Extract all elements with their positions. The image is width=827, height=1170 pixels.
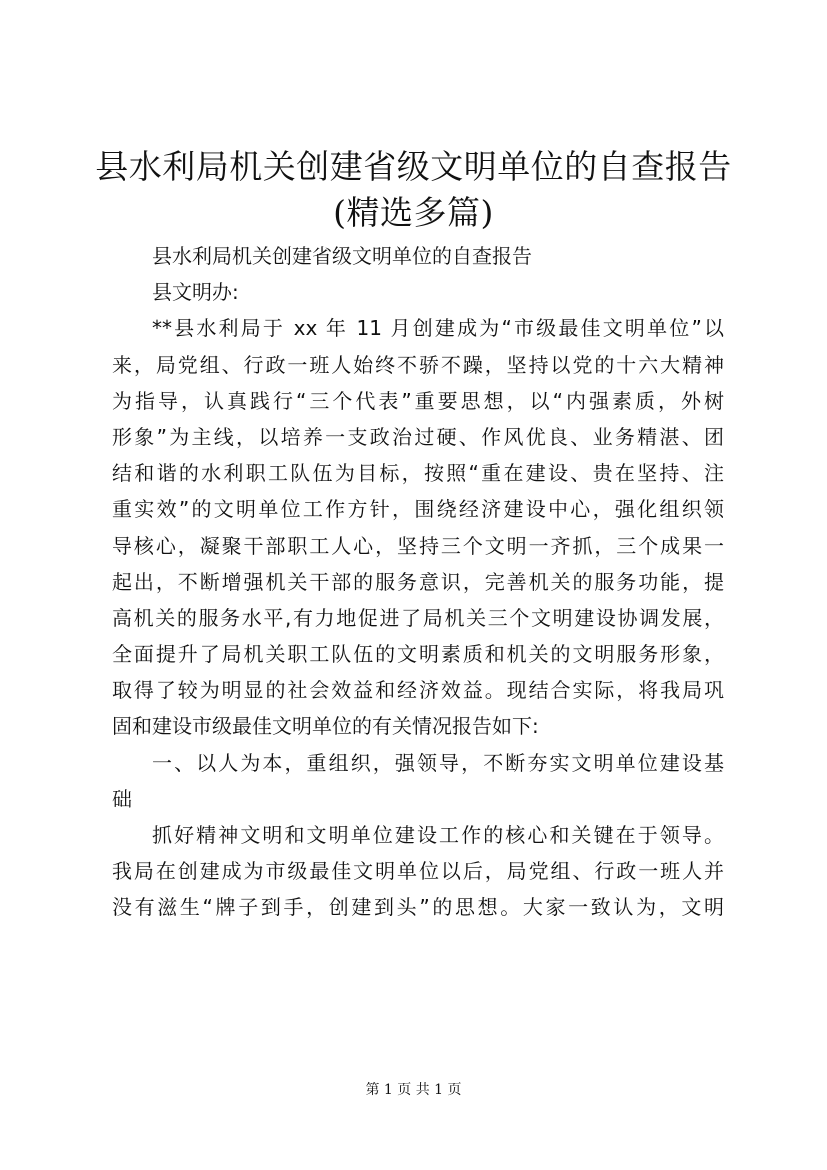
body-line: 导核心，凝聚干部职工人心，坚持三个文明一齐抓，三个成果一 [112, 533, 724, 558]
body-line: 固和建设市级最佳文明单位的有关情况报告如下: [112, 714, 539, 739]
body-line: 全面提升了局机关职工队伍的文明素质和机关的文明服务形象， [112, 642, 724, 667]
body-line: 为指导，认真践行“三个代表”重要思想，以“内强素质，外树 [112, 388, 724, 413]
document-title-line1: 县水利局机关创建省级文明单位的自查报告 [95, 147, 732, 186]
body-line: 取得了较为明显的社会效益和经济效益。现结合实际，将我局巩 [112, 678, 724, 703]
document-title-line2: (精选多篇) [333, 193, 494, 232]
body-line: 县文明办: [152, 280, 239, 305]
body-line: 起出，不断增强机关干部的服务意识，完善机关的服务功能，提 [112, 569, 724, 594]
body-line: **县水利局于 xx 年 11 月创建成为“市级最佳文明单位”以 [152, 316, 724, 341]
body-line: 重实效”的文明单位工作方针，围绕经济建设中心，强化组织领 [112, 497, 724, 522]
page-number-footer: 第 1 页 共 1 页 [365, 1082, 462, 1098]
body-line: 我局在创建成为市级最佳文明单位以后，局党组、行政一班人并 [112, 859, 724, 884]
body-line: 来，局党组、行政一班人始终不骄不躁，坚持以党的十六大精神 [112, 352, 724, 377]
document-body [112, 238, 724, 926]
body-line: 础 [112, 786, 132, 811]
body-line: 没有滋生“牌子到手，创建到头”的思想。大家一致认为，文明 [112, 895, 724, 920]
body-line: 一、以人为本，重组织，强领导，不断夯实文明单位建设基 [152, 750, 724, 775]
body-line: 抓好精神文明和文明单位建设工作的核心和关键在于领导。 [152, 823, 724, 847]
body-line: 高机关的服务水平,有力地促进了局机关三个文明建设协调发展， [112, 605, 724, 630]
body-line: 县水利局机关创建省级文明单位的自查报告 [152, 244, 532, 268]
body-line: 形象”为主线，以培养一支政治过硬、作风优良、业务精湛、团 [112, 424, 724, 449]
body-line: 结和谐的水利职工队伍为目标，按照“重在建设、贵在坚持、注 [112, 461, 724, 486]
